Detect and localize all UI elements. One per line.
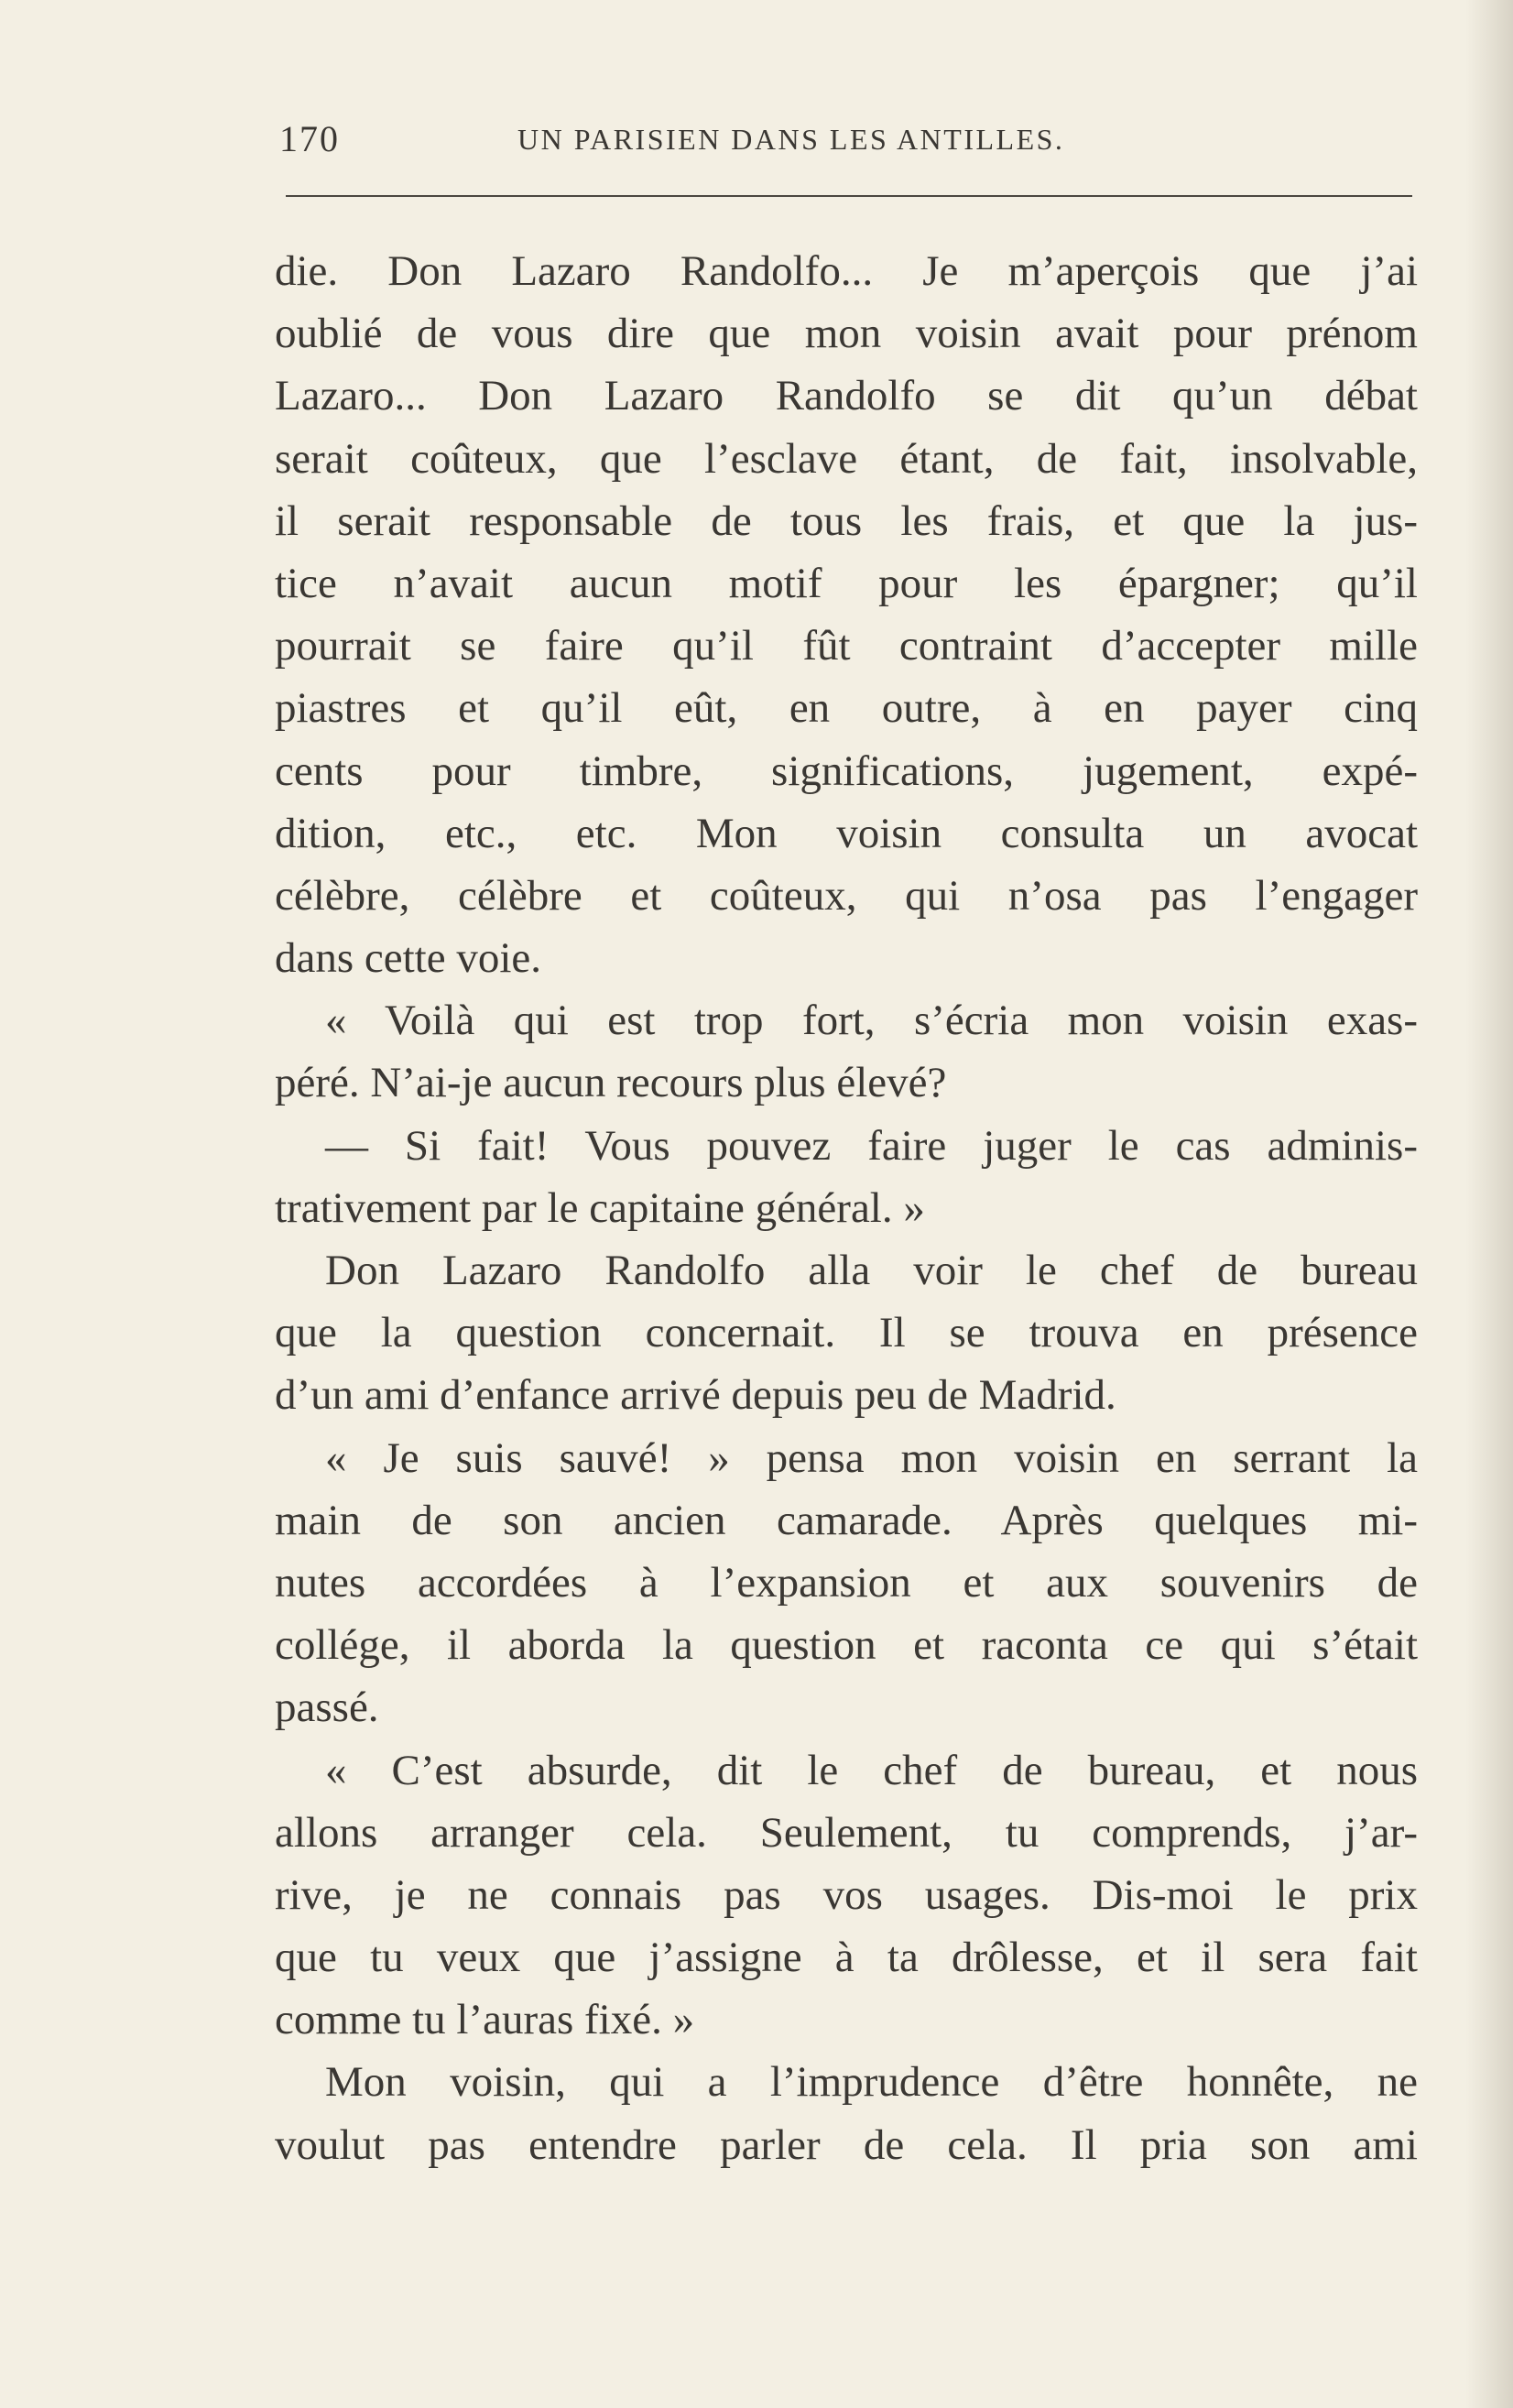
text-line: allons arranger cela. Seulement, tu comprends, j’ar-: [275, 1808, 1418, 1857]
text-line: trativement par le capitaine général. »: [275, 1183, 925, 1232]
page-header: [279, 117, 1418, 172]
text-line: cents pour timbre, significations, jugement, expé-: [275, 746, 1418, 795]
text-line: célèbre, célèbre et coûteux, qui n’osa pas l’engager: [275, 871, 1418, 920]
body-text: [275, 240, 1418, 2176]
text-line: dition, etc., etc. Mon voisin consulta un avocat: [275, 809, 1418, 857]
text-line: Lazaro... Don Lazaro Randolfo se dit qu’un débat: [275, 372, 1418, 420]
text-line: voulut pas entendre parler de cela. Il pria son ami: [275, 2120, 1418, 2169]
text-line: tice n’avait aucun motif pour les épargner; qu’il: [275, 559, 1418, 607]
text-line: main de son ancien camarade. Après quelques mi-: [275, 1496, 1418, 1544]
text-line: Don Lazaro Randolfo alla voir le chef de bureau: [325, 1247, 1418, 1294]
text-line: oublié de vous dire que mon voisin avait pour prénom: [275, 310, 1418, 358]
page-number: 170: [279, 118, 340, 159]
text-line: il serait responsable de tous les frais, et que la jus-: [275, 496, 1418, 545]
text-line: que la question concernait. Il se trouva en présence: [275, 1309, 1418, 1357]
text-line: piastres et qu’il eût, en outre, à en payer cinq: [275, 684, 1418, 733]
text-line: comme tu l’auras fixé. »: [275, 1996, 695, 2044]
text-line: die. Don Lazaro Randolfo... Je m’aperçois que j’ai: [275, 247, 1418, 295]
text-line: collége, il aborda la question et raconta ce qui s’était: [275, 1621, 1418, 1670]
text-line: dans cette voie.: [275, 934, 542, 983]
text-line: péré. N’ai-je aucun recours plus élevé?: [275, 1059, 947, 1107]
text-line: pourrait se faire qu’il fût contraint d’accepter mille: [275, 622, 1418, 670]
running-title: UN PARISIEN DANS LES ANTILLES.: [517, 123, 1065, 156]
text-line: Mon voisin, qui a l’imprudence d’être honnête, ne: [325, 2058, 1418, 2107]
text-line: que tu veux que j’assigne à ta drôlesse, et il sera fait: [275, 1934, 1418, 1982]
text-line: « C’est absurde, dit le chef de bureau, et nous: [325, 1746, 1418, 1794]
text-line: « Je suis sauvé! » pensa mon voisin en serrant la: [325, 1433, 1418, 1482]
text-line: d’un ami d’enfance arrivé depuis peu de Madrid.: [275, 1371, 1116, 1420]
header-rule: [286, 195, 1412, 197]
text-line: — Si fait! Vous pouvez faire juger le cas adminis-: [325, 1121, 1418, 1170]
text-line: « Voilà qui est trop fort, s’écria mon voisin exas-: [325, 997, 1418, 1045]
text-line: serait coûteux, que l’esclave étant, de fait, insolvable,: [275, 434, 1418, 483]
text-line: rive, je ne connais pas vos usages. Dis-moi le prix: [275, 1870, 1418, 1919]
text-line: passé.: [275, 1683, 379, 1732]
text-line: nutes accordées à l’expansion et aux souvenirs de: [275, 1558, 1418, 1607]
